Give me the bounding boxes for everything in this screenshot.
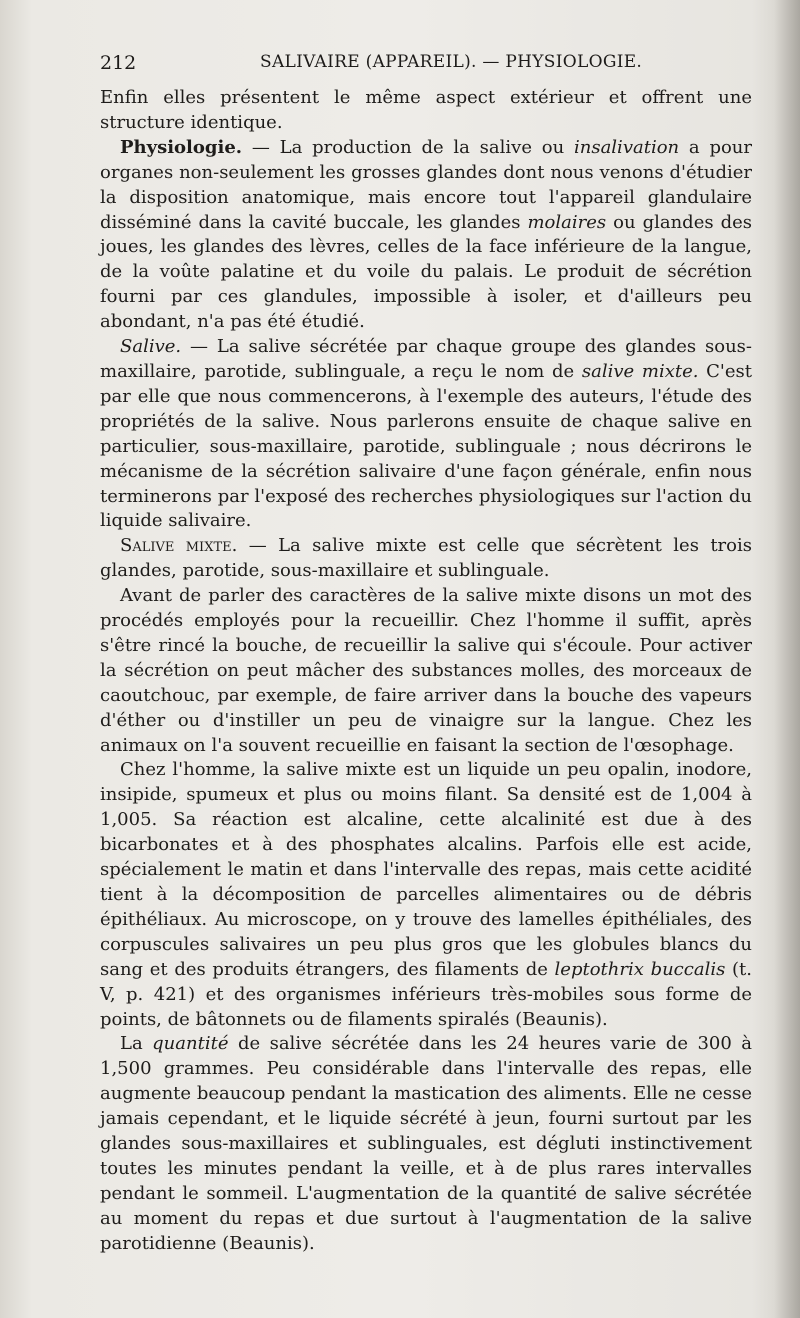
section-heading-salive-mixte: Salive mixte. xyxy=(120,535,238,557)
term-molaires: molaires xyxy=(527,211,607,233)
body-text xyxy=(100,86,752,1257)
paragraph-1: Enfin elles présentent le même aspect extérieur et offrent une structure identique. xyxy=(100,87,752,133)
paragraph-physiologie: Physiologie. — La production de la salive ou insalivation a pour organes non-seulement les grosses glandes dont nous venons d'étudier la disposition anatomique, mais encore tout l'appareil glandulaire disséminé dans la cavité buccale, les glandes molaires ou glandes des joues, les glandes des lèvres, celles de la face inférieure de la langue, de la voûte palatine et du voile du palais. Le produit de sécrétion fourni par ces glandules, impossible à isoler, et d'ailleurs peu abondant, n'a pas été étudié. xyxy=(100,136,752,333)
paragraph-salive-mixte: Salive mixte. — La salive mixte est celle que sécrètent les trois glandes, parotide, sous-maxillaire et sublinguale. xyxy=(100,535,752,582)
term-salive-mixte: salive mixte. xyxy=(581,360,699,382)
paragraph-procedes: Avant de parler des caractères de la salive mixte disons un mot des procédés employés pour la recueillir. Chez l'homme il suffit, après s'être rincé la bouche, de recueillir la salive qui s'écoule. Pour activer la sécrétion on peut mâcher des substances molles, des morceaux de caoutchouc, par exemple, de faire arriver dans la bouche des vapeurs d'éther ou d'instiller un peu de vinaigre sur la langue. Chez les animaux on l'a souvent recueillie en faisant la section de l'œsophage. xyxy=(100,585,752,756)
paragraph-caracteres: Chez l'homme, la salive mixte est un liquide un peu opalin, inodore, insipide, spumeux et plus ou moins filant. Sa densité est de 1,004 à 1,005. Sa réaction est alcaline, cette alcalinité est due à des bicarbonates et à des phosphates alcalins. Parfois elle est acide, spécialement le matin et dans l'intervalle des repas, mais cette acidité tient à la décomposition de parcelles alimentaires ou de débris épithéliaux. Au microscope, on y trouve des lamelles épithéliales, des corpuscules salivaires un peu plus gros que les globules blancs du sang et des produits étrangers, des filaments de leptothrix buccalis (t. V, p. 421) et des organismes inférieurs très-mobiles sous forme de points, de bâtonnets ou de filaments spiralés (Beaunis). xyxy=(100,759,752,1030)
running-title: SALIVAIRE (APPAREIL). — PHYSIOLOGIE. xyxy=(260,52,643,72)
section-heading-salive: Salive. xyxy=(120,336,182,358)
section-heading-physiologie: Physiologie. xyxy=(120,136,243,158)
paragraph-quantite: La quantité de salive sécrétée dans les 24 heures varie de 300 à 1,500 grammes. Peu considérable dans l'intervalle des repas, elle augmente beaucoup pendant la mastication des aliments. Elle ne cesse jamais cependant, et le liquide sécrété à jeun, fourni surtout par les glandes sous-maxillaires et sublinguales, est dégluti instinctivement toutes les minutes pendant la veille, et à de plus rares intervalles pendant le sommeil. L'augmentation de la quantité de salive sécrétée au moment du repas et due surtout à l'augmentation de la salive parotidienne (Beaunis). xyxy=(100,1033,753,1254)
term-quantite: quantité xyxy=(152,1033,229,1055)
term-leptothrix: leptothrix buccalis xyxy=(554,958,726,980)
paragraph-salive: Salive. — La salive sécrétée par chaque groupe des glandes sous-maxillaire, parotide, sublinguale, a reçu le nom de salive mixte. C'est par elle que nous commencerons, à l'exemple des auteurs, l'étude des propriétés de la salive. Nous parlerons ensuite de chaque salive en particulier, sous-maxillaire, parotide, sublinguale ; nous décrirons le mécanisme de la sécrétion salivaire d'une façon générale, enfin nous terminerons par l'exposé des recherches physiologiques sur l'action du liquide salivaire. xyxy=(100,336,752,532)
running-header xyxy=(100,52,760,82)
page-edge-shadow xyxy=(774,0,800,1318)
page-number: 212 xyxy=(100,52,137,74)
term-insalivation: insalivation xyxy=(573,136,680,158)
